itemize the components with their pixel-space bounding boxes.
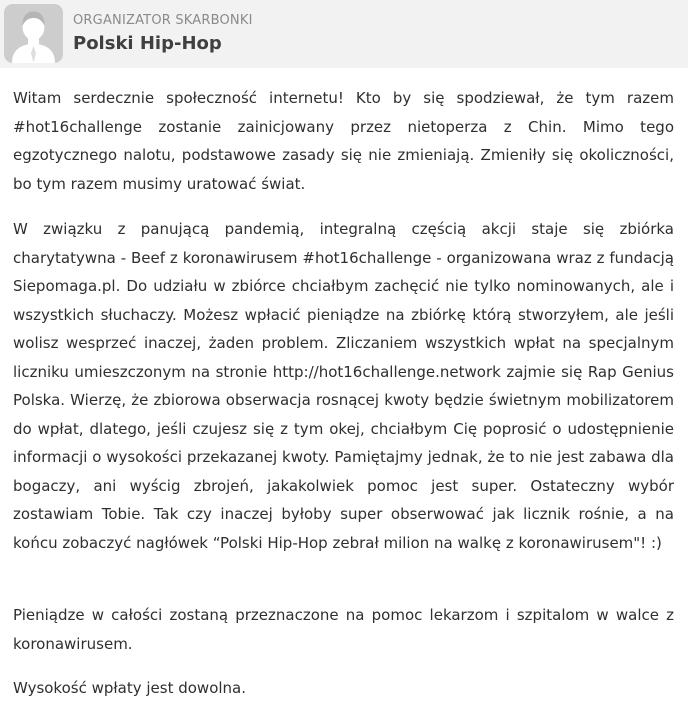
description-paragraph: W związku z panującą pandemią, integralną częścią akcji staje się zbiórka charytatywna - Beef z koronawirusem #hot16challenge - organizowana wraz z fundacją Siepomaga.pl. Do udziału w zbiórce chciałbym zachęcić nie tylko nominowanych, ale i wszystkich słuchaczy. Możesz wpłacić pieniądze na zbiórkę którą stworzyłem, ale jeśli wolisz wesprzeć inaczej, żaden problem. Zliczaniem wszystkich wpłat na specjalnym liczniku umieszczonym na stronie http://hot16challenge.network zajmie się Rap Genius Polska. Wierzę, że zbiorowa obserwacja rosnącej kwoty będzie świetnym mobilizatorem do wpłat, dlatego, jeśli czujesz się z tym okej, chciałbym Cię poprosić o udostępnienie informacji o wysokości przekazanej kwoty. Pamiętajmy jednak, że to nie jest zabawa dla bogaczy, ani wyścig zbrojeń, jakakolwiek pomoc jest super. Ostateczny wybór zostawiam Tobie. Tak czy inaczej byłoby super obserwować jak licznik rośnie, a na końcu zobaczyć nagłówek “Polski Hip-Hop zebrał milion na walkę z koronawirusem"! :) bbox=[13, 220, 674, 552]
user-silhouette-icon bbox=[4, 4, 63, 63]
description-paragraph: Witam serdecznie społeczność internetu! Kto by się spodziewał, że tym razem #hot16challenge zostanie zainicjowany przez nietoperza z Chin. Mimo tego egzotycznego nalotu, podstawowe zasady się nie zmieniają. Zmieniły się okoliczności, bo tym razem musimy uratować świat. bbox=[13, 89, 674, 193]
organizer-header bbox=[0, 0, 688, 68]
organizer-label: ORGANIZATOR SKARBONKI bbox=[73, 13, 253, 28]
organizer-avatar[interactable] bbox=[4, 4, 63, 63]
fundraiser-description bbox=[13, 84, 674, 703]
description-paragraph: Pieniądze w całości zostaną przeznaczone na pomoc lekarzom i szpitalom w walce z koronawirusem. bbox=[13, 606, 674, 653]
description-paragraph: Wysokość wpłaty jest dowolna. bbox=[13, 679, 247, 697]
organizer-name[interactable]: Polski Hip-Hop bbox=[73, 33, 222, 54]
